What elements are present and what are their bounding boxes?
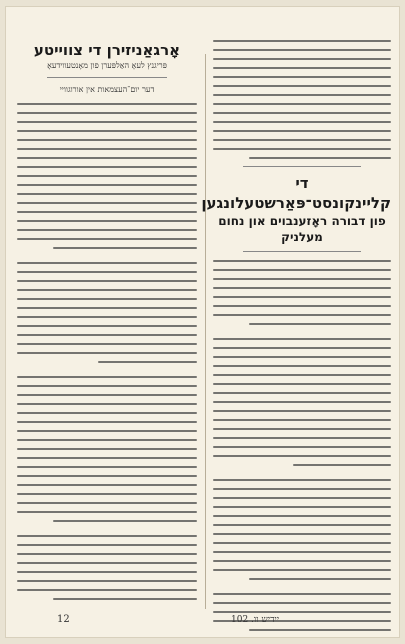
text-line xyxy=(17,157,197,159)
text-line xyxy=(17,166,197,168)
text-line xyxy=(213,269,391,271)
right-intro-body xyxy=(213,40,391,159)
text-line xyxy=(213,139,391,141)
text-line xyxy=(17,130,197,132)
text-line xyxy=(17,466,197,468)
text-line xyxy=(17,229,197,231)
text-line xyxy=(213,428,391,430)
right-article-title: די קליינקונסט־פּאַרשטעלונגען xyxy=(201,174,391,212)
text-line xyxy=(293,464,391,466)
text-line xyxy=(249,629,391,631)
text-line xyxy=(17,571,197,573)
text-line xyxy=(17,193,197,195)
text-line xyxy=(213,392,391,394)
text-line xyxy=(249,157,391,159)
text-line xyxy=(213,542,391,544)
text-line xyxy=(53,520,197,522)
text-line xyxy=(213,356,391,358)
text-line xyxy=(249,578,391,580)
left-article-title: אָרגאַניזירן די צווייטע xyxy=(33,41,181,59)
text-line xyxy=(17,271,197,273)
text-line xyxy=(213,551,391,553)
text-line xyxy=(17,289,197,291)
text-line xyxy=(213,374,391,376)
text-line xyxy=(213,611,391,613)
text-line xyxy=(17,562,197,564)
text-line xyxy=(213,314,391,316)
text-line xyxy=(213,488,391,490)
text-line xyxy=(17,121,197,123)
text-line xyxy=(17,457,197,459)
text-line xyxy=(17,343,197,345)
text-line xyxy=(213,40,391,42)
text-line xyxy=(17,175,197,177)
text-line xyxy=(213,49,391,51)
text-line xyxy=(17,475,197,477)
text-line xyxy=(17,262,197,264)
footer-reference: יידיש וו. 102 xyxy=(231,615,280,625)
text-line xyxy=(213,410,391,412)
text-line xyxy=(213,515,391,517)
text-line xyxy=(17,484,197,486)
text-line xyxy=(213,569,391,571)
text-line xyxy=(17,535,197,537)
text-line xyxy=(213,94,391,96)
left-divider xyxy=(47,77,167,78)
text-line xyxy=(213,401,391,403)
column-divider xyxy=(205,54,206,609)
text-line xyxy=(17,430,197,432)
right-column xyxy=(201,40,391,638)
text-line xyxy=(17,412,197,414)
text-line xyxy=(17,148,197,150)
text-line xyxy=(17,139,197,141)
text-line xyxy=(17,352,197,354)
text-line xyxy=(17,307,197,309)
text-line xyxy=(213,446,391,448)
right-article-body xyxy=(213,260,391,631)
left-divider-text: דער יום־העצמאות אין אורוגוויי xyxy=(59,85,155,94)
text-line xyxy=(213,260,391,262)
text-line xyxy=(17,502,197,504)
text-line xyxy=(17,238,197,240)
text-line xyxy=(213,130,391,132)
text-line xyxy=(17,589,197,591)
text-line xyxy=(213,524,391,526)
text-line xyxy=(213,58,391,60)
text-line xyxy=(17,439,197,441)
text-line xyxy=(213,533,391,535)
left-article-byline: פּריגנץ לעאָ האַלפּערן פון מאָנטעווידעאָ xyxy=(47,61,167,70)
text-line xyxy=(17,421,197,423)
left-column xyxy=(17,40,197,607)
left-article-body xyxy=(17,103,197,600)
text-line xyxy=(17,511,197,513)
text-line xyxy=(53,598,197,600)
document-page xyxy=(5,6,400,638)
page-number: 12 xyxy=(57,614,70,625)
text-line xyxy=(213,148,391,150)
text-line xyxy=(213,602,391,604)
text-line xyxy=(17,394,197,396)
text-line xyxy=(17,553,197,555)
text-line xyxy=(213,455,391,457)
text-line xyxy=(213,85,391,87)
text-line xyxy=(17,403,197,405)
text-line xyxy=(213,103,391,105)
text-line xyxy=(17,376,197,378)
text-line xyxy=(17,220,197,222)
text-line xyxy=(213,497,391,499)
text-line xyxy=(17,202,197,204)
text-line xyxy=(213,112,391,114)
text-line xyxy=(213,278,391,280)
right-article-subtitle: פון דבורה ראָזענבוים און נחום מעלניק xyxy=(218,214,386,244)
text-line xyxy=(213,479,391,481)
text-line xyxy=(213,338,391,340)
text-line xyxy=(213,506,391,508)
text-line xyxy=(17,103,197,105)
text-line xyxy=(17,184,197,186)
text-line xyxy=(53,247,197,249)
text-line xyxy=(213,287,391,289)
text-line xyxy=(17,112,197,114)
text-line xyxy=(213,419,391,421)
text-line xyxy=(17,316,197,318)
text-line xyxy=(17,334,197,336)
text-line xyxy=(17,448,197,450)
text-line xyxy=(213,347,391,349)
right-divider-2 xyxy=(243,251,361,252)
text-line xyxy=(17,544,197,546)
text-line xyxy=(17,298,197,300)
text-line xyxy=(213,67,391,69)
text-line xyxy=(98,361,197,363)
text-line xyxy=(17,580,197,582)
text-line xyxy=(17,385,197,387)
text-line xyxy=(213,560,391,562)
text-line xyxy=(213,437,391,439)
text-line xyxy=(213,296,391,298)
text-line xyxy=(17,211,197,213)
text-line xyxy=(213,76,391,78)
text-line xyxy=(249,323,391,325)
right-divider xyxy=(243,166,361,167)
text-line xyxy=(17,325,197,327)
text-line xyxy=(213,593,391,595)
text-line xyxy=(213,365,391,367)
text-line xyxy=(213,305,391,307)
text-line xyxy=(17,493,197,495)
text-line xyxy=(213,383,391,385)
text-line xyxy=(17,280,197,282)
text-line xyxy=(213,121,391,123)
